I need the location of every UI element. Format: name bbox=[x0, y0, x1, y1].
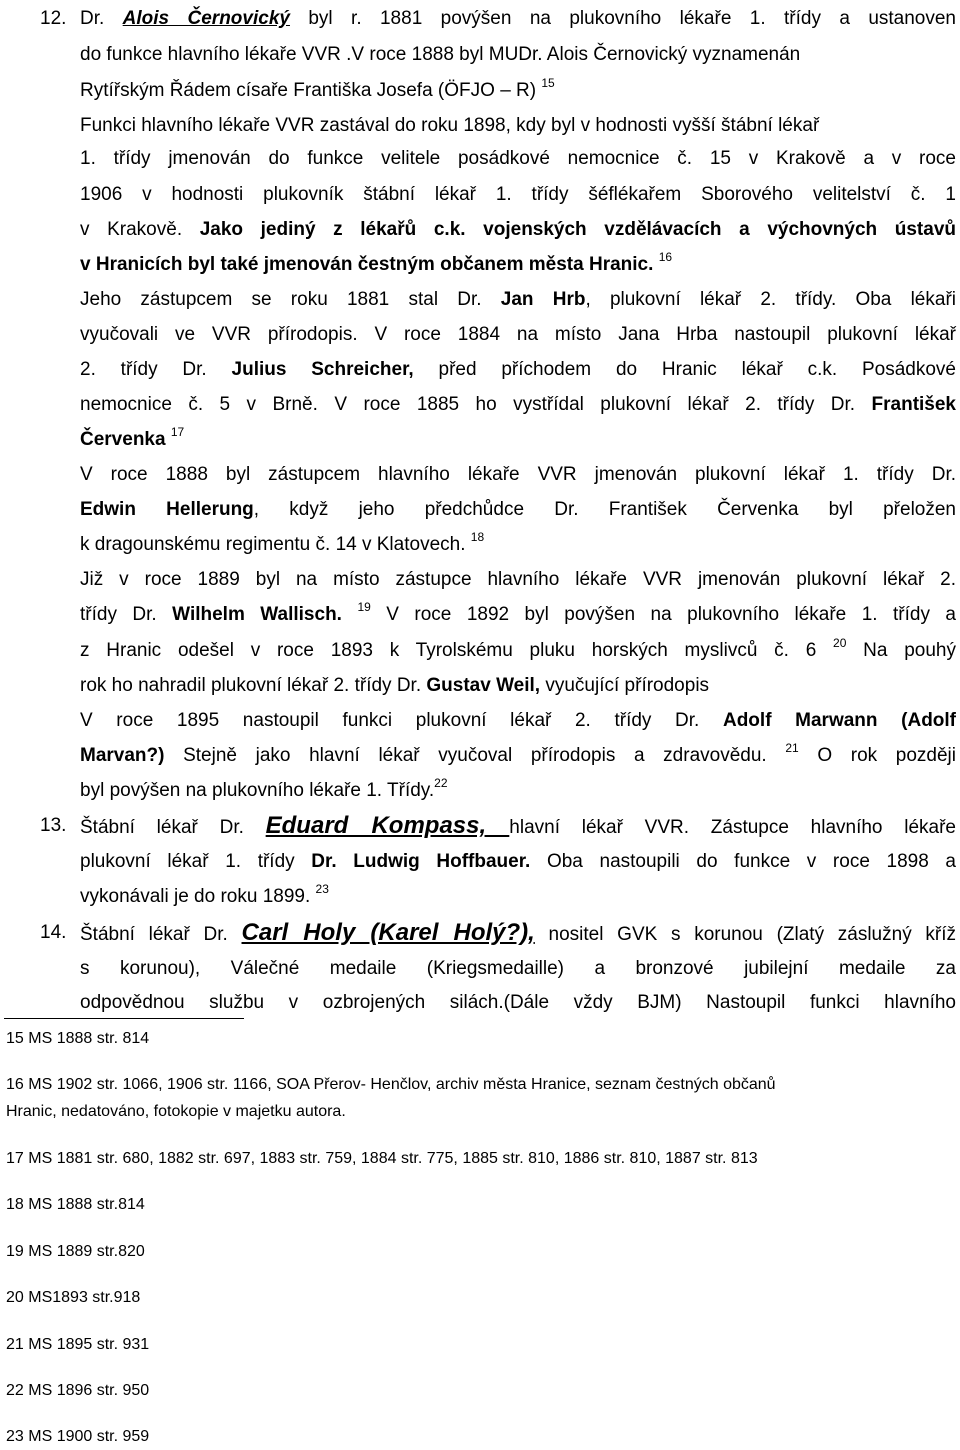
text-line bbox=[80, 739, 956, 773]
text-line bbox=[80, 774, 956, 808]
footnote-ref: 18 bbox=[470, 530, 485, 544]
text-run: Štábní lékař Dr. bbox=[80, 924, 242, 945]
footnote-ref: 21 bbox=[785, 741, 799, 755]
text-run: V roce 1895 nastoupil funkci plukovní lékař 2. třídy Dr. bbox=[80, 710, 723, 731]
list-number: 12. bbox=[40, 8, 67, 29]
text-run: nositel GVK s korunou (Zlatý záslužný kříž bbox=[534, 924, 957, 945]
text-run: do funkce hlavního lékaře VVR .V roce 1888 byl MUDr. Alois Černovický vyznamenán bbox=[80, 44, 801, 65]
bold-name: Marvan?) bbox=[80, 745, 165, 766]
text-line bbox=[80, 669, 956, 703]
bold-name: Jan Hrb bbox=[500, 289, 586, 310]
text-run: 1906 v hodnosti plukovník štábní lékař 1. třídy šéflékařem Sborového velitelství č. 1 bbox=[80, 184, 956, 205]
text-line bbox=[80, 845, 956, 879]
text-run: vyučující přírodopis bbox=[540, 675, 710, 696]
text-line bbox=[80, 423, 956, 457]
bold-name: Wilhelm Wallisch. bbox=[172, 604, 342, 625]
text-run: Funkci hlavního lékaře VVR zastával do roku 1898, kdy byl v hodnosti vyšší štábní lékař bbox=[80, 115, 820, 136]
footnote: 17 MS 1881 str. 680, 1882 str. 697, 1883 str. 759, 1884 str. 775, 1885 str. 810, 1886 str. 810, 1887 str. 813 bbox=[6, 1150, 758, 1167]
text-run: O rok později bbox=[798, 745, 956, 766]
text-line bbox=[80, 38, 956, 72]
bold-name: František bbox=[871, 394, 956, 415]
text-run: před příchodem do Hranic lékař c.k. Posádkové bbox=[413, 359, 956, 380]
text-run: V roce 1888 byl zástupcem hlavního lékaře VVR jmenován plukovní lékař 1. třídy Dr. bbox=[80, 464, 956, 485]
footnote: 23 MS 1900 str. 959 bbox=[6, 1428, 150, 1445]
text-run: Rytířským Řádem císaře Františka Josefa (ÖFJO – R) bbox=[80, 80, 542, 101]
footnote-ref: 16 bbox=[658, 250, 673, 264]
bold-name: Červenka bbox=[80, 429, 166, 450]
footnote-ref: 20 bbox=[833, 636, 847, 650]
text-run: z Hranic odešel v roce 1893 k Tyrolskému pluku horských myslivců č. 6 bbox=[80, 640, 834, 661]
person-name-link: Alois Černovický bbox=[122, 8, 290, 29]
text-run: V roce 1892 byl povýšen na plukovního lékaře 1. třídy a bbox=[370, 604, 956, 625]
text-run: 1. třídy jmenován do funkce velitele posádkové nemocnice č. 15 v Krakově a v roce bbox=[80, 148, 956, 169]
text-run: byl povýšen na plukovního lékaře 1. Třídy. bbox=[80, 780, 435, 801]
text-run: Jeho zástupcem se roku 1881 stal Dr. bbox=[80, 289, 501, 310]
footnote: 19 MS 1889 str.820 bbox=[6, 1243, 145, 1260]
text-line bbox=[80, 563, 956, 597]
text-line bbox=[80, 353, 956, 387]
text-line bbox=[80, 493, 956, 527]
text-run: nemocnice č. 5 v Brně. V roce 1885 ho vystřídal plukovní lékař 2. třídy Dr. bbox=[80, 394, 872, 415]
footnote: 15 MS 1888 str. 814 bbox=[6, 1030, 150, 1047]
bold-name: Dr. Ludwig Hoffbauer. bbox=[311, 851, 531, 872]
list-number: 13. bbox=[40, 815, 67, 836]
text-run: vykonávali je do roku 1899. bbox=[80, 886, 316, 907]
footnote: 21 MS 1895 str. 931 bbox=[6, 1336, 150, 1353]
text-run: hlavní lékař VVR. Zástupce hlavního lékaře bbox=[509, 817, 956, 838]
text-line bbox=[80, 809, 956, 845]
bold-name: Jako jediný z lékařů c.k. vojenských vzdělávacích a výchovných ústavů bbox=[199, 219, 956, 240]
text-line bbox=[80, 74, 956, 108]
text-line bbox=[80, 213, 956, 247]
footnote: 18 MS 1888 str.814 bbox=[6, 1196, 145, 1213]
footnote: 16 MS 1902 str. 1066, 1906 str. 1166, SOA Přerov- Henčlov, archiv města Hranice, seznam čestných občanů bbox=[6, 1076, 776, 1093]
text-run: , plukovní lékař 2. třídy. Oba lékaři bbox=[585, 289, 956, 310]
footnote-ref: 15 bbox=[541, 76, 555, 90]
text-run: Štábní lékař Dr. bbox=[80, 817, 266, 838]
text-run: třídy Dr. bbox=[80, 604, 173, 625]
text-line bbox=[80, 916, 956, 952]
bold-name: v Hranicích byl také jmenován čestným občanem města Hranic. bbox=[80, 254, 654, 275]
footnote: 20 MS1893 str.918 bbox=[6, 1289, 141, 1306]
text-line bbox=[80, 2, 956, 36]
text-run: v Krakově. bbox=[80, 219, 200, 240]
text-run: Na pouhý bbox=[846, 640, 956, 661]
text-line bbox=[80, 880, 956, 914]
bold-name: Gustav Weil, bbox=[426, 675, 541, 696]
text-line bbox=[80, 458, 956, 492]
text-line bbox=[80, 283, 956, 317]
text-run: byl r. 1881 povýšen na plukovního lékaře 1. třídy a ustanoven bbox=[289, 8, 957, 29]
text-run: plukovní lékař 1. třídy bbox=[80, 851, 312, 872]
text-line bbox=[80, 528, 956, 562]
footnote: Hranic, nedatováno, fotokopie v majetku autora. bbox=[6, 1103, 346, 1120]
text-line bbox=[80, 704, 956, 738]
text-run: vyučovali ve VVR přírodopis. V roce 1884 na místo Jana Hrba nastoupil plukovní lékař bbox=[80, 324, 956, 345]
text-line bbox=[80, 598, 956, 632]
footnote-ref: 23 bbox=[315, 882, 329, 896]
footnote-ref: 22 bbox=[434, 776, 448, 790]
bold-name: Julius Schreicher, bbox=[231, 359, 414, 380]
bold-name: Edwin Hellerung bbox=[80, 499, 254, 520]
text-run: Oba nastoupili do funkce v roce 1898 a bbox=[530, 851, 956, 872]
text-line bbox=[80, 178, 956, 212]
text-line bbox=[80, 248, 956, 282]
footnote-ref: 17 bbox=[170, 425, 185, 439]
text-line bbox=[80, 986, 956, 1020]
text-line bbox=[80, 318, 956, 352]
person-name-heading: Eduard Kompass, bbox=[265, 812, 510, 839]
text-run: Již v roce 1889 byl na místo zástupce hlavního lékaře VVR jmenován plukovní lékař 2. bbox=[80, 569, 956, 590]
text-run: Stejně jako hlavní lékař vyučoval přírodopis a zdravovědu. bbox=[164, 745, 786, 766]
text-run bbox=[342, 604, 357, 625]
text-run: 2. třídy Dr. bbox=[80, 359, 232, 380]
text-line bbox=[80, 952, 956, 986]
text-run: , když jeho předchůdce Dr. František Červenka byl přeložen bbox=[253, 499, 956, 520]
text-run: Dr. bbox=[80, 8, 123, 29]
footnote-ref: 19 bbox=[357, 600, 371, 614]
text-line bbox=[80, 109, 956, 143]
bold-name: Adolf Marwann (Adolf bbox=[722, 710, 957, 731]
text-run: odpovědnou službu v ozbrojených silách.(Dále vždy BJM) Nastoupil funkci hlavního bbox=[80, 992, 956, 1013]
text-run: s korunou), Válečné medaile (Kriegsmedaille) a bronzové jubilejní medaile za bbox=[80, 958, 956, 979]
text-run: rok ho nahradil plukovní lékař 2. třídy Dr. bbox=[80, 675, 427, 696]
text-line bbox=[80, 142, 956, 176]
footnote-separator bbox=[4, 1018, 244, 1019]
text-run: k dragounskému regimentu č. 14 v Klatovech. bbox=[80, 534, 471, 555]
list-number: 14. bbox=[40, 922, 67, 943]
text-line bbox=[80, 388, 956, 422]
footnote: 22 MS 1896 str. 950 bbox=[6, 1382, 150, 1399]
text-line bbox=[80, 634, 956, 668]
person-name-heading: Carl Holy (Karel Holý?), bbox=[241, 919, 535, 946]
